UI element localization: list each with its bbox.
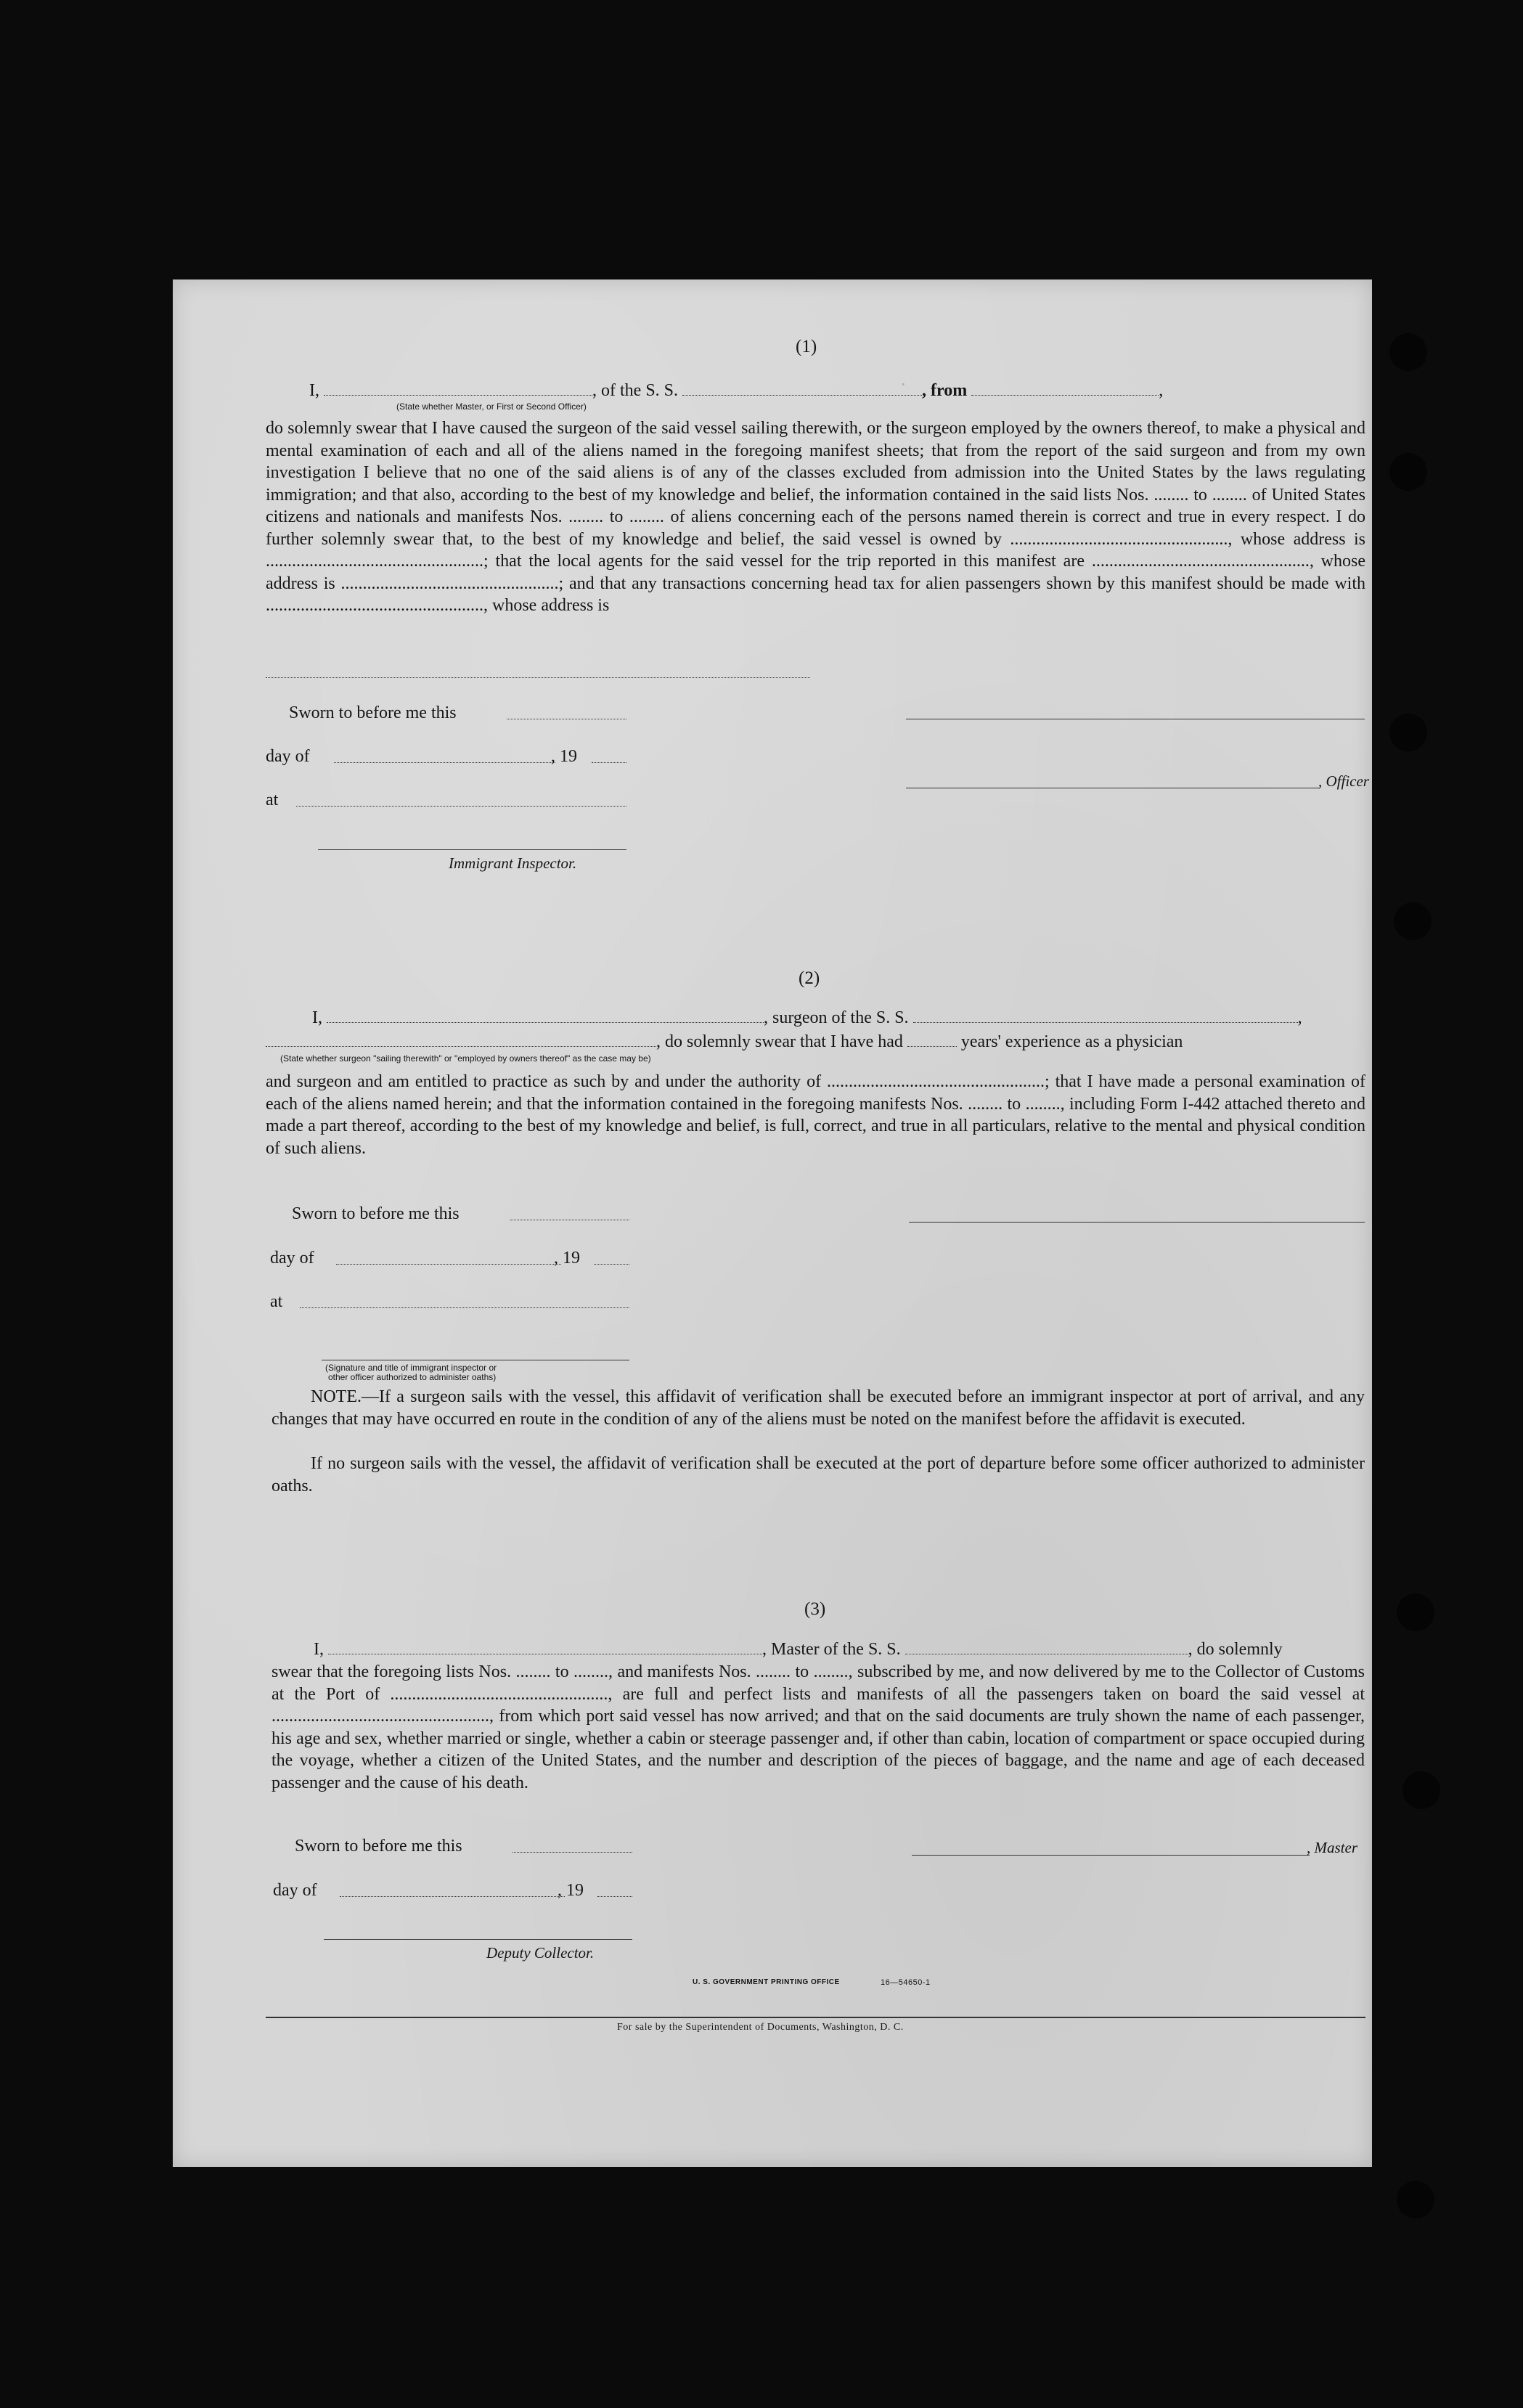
section-2-sworn-label: Sworn to before me this: [292, 1204, 460, 1223]
note-text: NOTE.—If a surgeon sails with the vessel, this affidavit of verification shall be executed before an immigrant inspector at port of arrival, and any changes that may have occurred en route in the condition of any of the aliens must be noted on the manifest before the affidavit is executed.: [271, 1387, 1365, 1429]
section-3-day-field[interactable]: [340, 1896, 565, 1897]
master-title: , Master: [1307, 1839, 1357, 1856]
section-3-oath-text: swear that the foregoing lists Nos. ........ to ........, and manifests Nos. ........ to ........, subscribed by me, and now delivered by me to the Collector of Customs at the Port of .................................................., are full and perfect lists and manifests of all the passengers taken on board the said vessel at .................................................., from which port said vessel has now arrived; and that on the said documents are truly shown the name of each passenger, his age and sex, whether married or single, whether a cabin or steerage passenger and, if other than cabin, location of compartment or space occupied during the voyage, whether a citizen of the United States, and the number and description of the pieces of baggage, and the name and age of each deceased passenger and the cause of his death.: [271, 1662, 1365, 1792]
section-1-first-line: [309, 380, 1163, 401]
manifest-verification-page: [173, 279, 1372, 2167]
binder-hole: [1402, 1771, 1440, 1809]
section-1-sworn-label: Sworn to before me this: [289, 703, 457, 722]
collector-signature-line[interactable]: [324, 1939, 632, 1940]
line-end-comma: ,: [1297, 1008, 1302, 1027]
section-2-place-field[interactable]: [300, 1307, 629, 1308]
section-1-oath-paragraph: [266, 417, 1365, 617]
section-1-place-field[interactable]: [296, 806, 626, 807]
binder-hole: [1394, 902, 1432, 940]
master-of-label: , Master of the S. S.: [762, 1640, 901, 1659]
officer-rank-caption: (State whether Master, or First or Second Officer): [396, 401, 587, 412]
surgeon-signature-line[interactable]: [909, 1222, 1365, 1223]
section-2-year-field[interactable]: [594, 1264, 629, 1265]
form-number: 16—54650-1: [881, 1978, 931, 1987]
section-2-second-line: [266, 1031, 1183, 1053]
footer-rule: [266, 2017, 1365, 2018]
section-1-at-label: at: [266, 791, 279, 809]
line-end-comma: ,: [1159, 381, 1164, 400]
pronoun-i: I,: [314, 1640, 324, 1659]
section-3-sworn-label: Sworn to before me this: [295, 1837, 462, 1856]
pronoun-i: I,: [312, 1008, 322, 1027]
officer-title: , Officer: [1318, 772, 1369, 790]
section-3-number: (3): [804, 1599, 826, 1619]
section-2-at-label: at: [270, 1292, 283, 1311]
section-2-oath-paragraph: [266, 1071, 1365, 1159]
section-2-number: (2): [799, 968, 820, 988]
surgeon-status-caption: (State whether surgeon "sailing therewith" or "employed by owners thereof" as the case may be): [280, 1053, 651, 1064]
vessel-label: , of the S. S.: [592, 381, 679, 400]
inspector-signature-line[interactable]: [318, 849, 626, 850]
master-vessel-field[interactable]: [905, 1639, 1188, 1654]
note-second-text: If no surgeon sails with the vessel, the affidavit of verification shall be executed at the port of departure before some officer authorized to administer oaths.: [271, 1454, 1365, 1495]
section-2-oath-text: and surgeon and am entitled to practice as such by and under the authority of ..................................................; that I have made a personal examination of each of the aliens named herein; and that the information contained in the foregoing manifests Nos. ........ to ........, including Form I-442 attached thereto and made a part thereof, according to the best of my knowledge and belief, is full, correct, and true in all particulars, relative to the mental and physical condition of such aliens.: [266, 1072, 1365, 1158]
from-label: , from: [922, 381, 968, 400]
years-experience-field[interactable]: [907, 1032, 957, 1047]
pronoun-i: I,: [309, 381, 319, 400]
note-second-paragraph: [271, 1453, 1365, 1497]
binder-hole: [1389, 453, 1427, 491]
surgeon-name-field[interactable]: [327, 1008, 764, 1023]
section-1-day-label: day of: [266, 747, 310, 766]
section-2-signature-caption-b: other officer authorized to administer oaths): [328, 1372, 497, 1382]
section-3-day-label: day of: [273, 1881, 317, 1900]
vessel-name-field[interactable]: [682, 380, 922, 396]
section-2-signature-caption-a: (Signature and title of immigrant inspector or: [325, 1363, 497, 1373]
master-name-field[interactable]: [328, 1639, 762, 1654]
section-3-year-label: , 19: [558, 1881, 584, 1900]
deputy-collector-title: Deputy Collector.: [486, 1944, 595, 1962]
officer-name-field[interactable]: [324, 380, 592, 396]
section-3-year-field[interactable]: [597, 1896, 632, 1897]
section-1-year-label: , 19: [551, 747, 577, 766]
printing-office-imprint: U. S. GOVERNMENT PRINTING OFFICE: [693, 1978, 840, 1986]
note-paragraph: [271, 1386, 1365, 1430]
section-3-sworn-date-field[interactable]: [513, 1852, 632, 1853]
section-1-year-field[interactable]: [592, 762, 626, 763]
sale-notice: For sale by the Superintendent of Documents, Washington, D. C.: [617, 2022, 904, 2033]
binder-hole: [1397, 2181, 1434, 2219]
from-port-field[interactable]: [971, 380, 1159, 396]
solemnly-label: , do solemnly: [1188, 1640, 1283, 1659]
immigrant-inspector-title: Immigrant Inspector.: [449, 854, 577, 872]
section-1-day-field[interactable]: [334, 762, 555, 763]
agent-address-line[interactable]: [266, 677, 810, 678]
binder-hole: [1389, 714, 1427, 751]
section-2-day-label: day of: [270, 1249, 314, 1268]
binder-hole: [1389, 333, 1427, 371]
section-3-oath-paragraph: [271, 1661, 1365, 1794]
surgeon-of-label: , surgeon of the S. S.: [764, 1008, 909, 1027]
surgeon-status-field[interactable]: [266, 1032, 656, 1047]
section-1-number: (1): [796, 337, 817, 356]
bleed-through-text: .: [899, 374, 908, 391]
section-2-first-line: [312, 1007, 1302, 1029]
master-signature-line[interactable]: [912, 1855, 1310, 1856]
section-3-first-line: [314, 1638, 1283, 1660]
section-1-oath-text: do solemnly swear that I have caused the surgeon of the said vessel sailing therewith, or the surgeon employed by the owners thereof, to make a physical and mental examination of each and all of the aliens named in the foregoing manifest sheets; that from the report of the said surgeon and from my own investigation I believe that no one of the said aliens is of any of the classes excluded from admission into the United States by the laws regulating immigration; and that also, according to the best of my knowledge and belief, the information contained in the said lists Nos. ........ to ........ of United States citizens and nationals and manifests Nos. ........ to ........ of aliens concerning each of the persons named therein is correct and true in every respect. I do further solemnly swear that, to the best of my knowledge and belief, the said vessel is owned by .................................................., whose address is ..................................................; that the local agents for the said vessel for the trip reported in this manifest are .................................................., whose address is ..................................................; and that any transactions concerning head tax for alien passengers shown by this manifest should be made with .................................................., whose address is: [266, 419, 1365, 615]
years-experience-label: years' experience as a physician: [960, 1032, 1183, 1051]
section-2-day-field[interactable]: [336, 1264, 561, 1265]
binder-hole: [1397, 1593, 1434, 1631]
surgeon-vessel-field[interactable]: [913, 1008, 1298, 1023]
section-2-year-label: , 19: [554, 1249, 580, 1268]
solemnly-swear-label: , do solemnly swear that I have had: [656, 1032, 903, 1051]
